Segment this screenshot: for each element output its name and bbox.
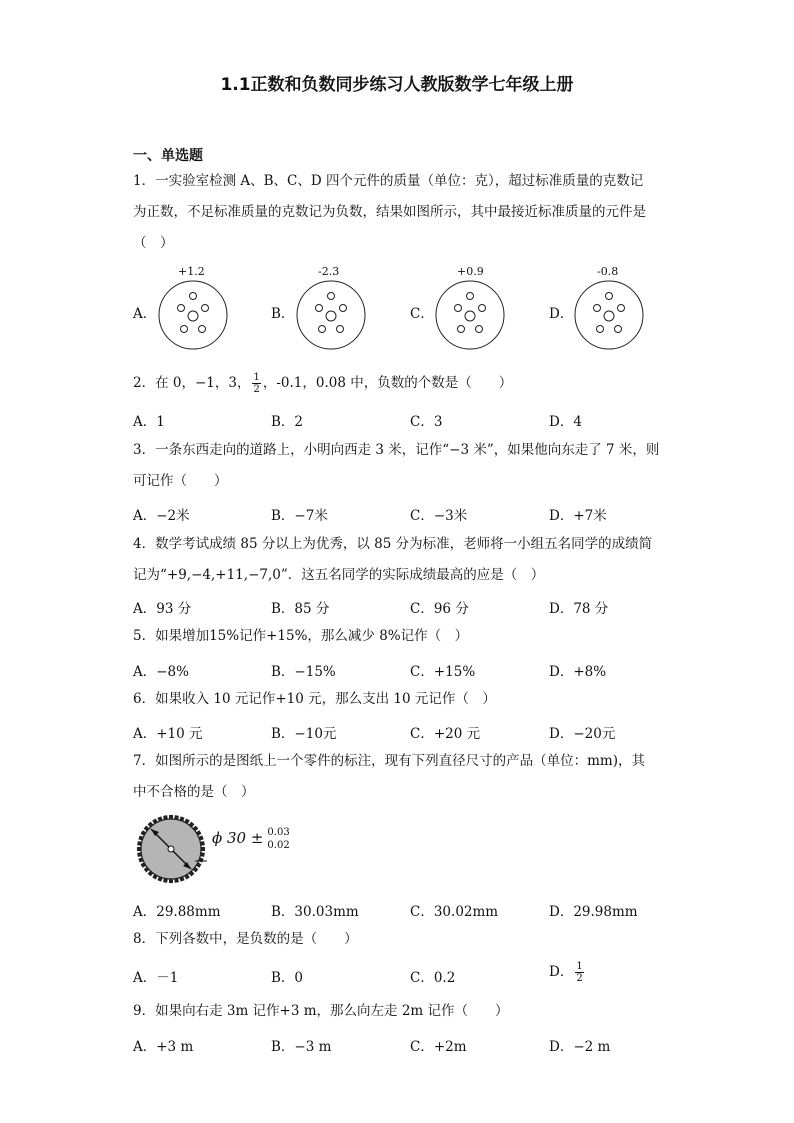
q5-options <box>133 660 693 686</box>
option-c[interactable]: C．96 分 <box>410 601 469 617</box>
option-c[interactable]: C．+20 元 <box>410 726 481 742</box>
question-text: 记为“+9,−4,+11,−7,0”．这五名同学的实际成绩最高的应是（ ） <box>133 567 545 583</box>
q9-options <box>133 1035 693 1061</box>
question-9 <box>133 996 663 1027</box>
weight-label: +1.2 <box>178 265 205 278</box>
question-text: 1．一实验室检测 A、B、C、D 四个元件的质量（单位：克），超过标准质量的克数记 <box>133 173 644 189</box>
option-a[interactable]: A．93 分 <box>133 601 192 617</box>
gear-part-icon <box>135 812 207 884</box>
question-text: 可记作（ ） <box>133 473 228 489</box>
figure-option-d[interactable] <box>549 262 669 357</box>
q7-options <box>133 900 693 926</box>
option-b[interactable]: B．85 分 <box>271 601 330 617</box>
question-8 <box>133 924 663 955</box>
section-heading: 一、单选题 <box>133 148 203 164</box>
fraction: $\frac{1}{2}$ <box>576 961 583 984</box>
figure-option-c[interactable] <box>410 262 530 357</box>
tolerance-annotation <box>212 826 290 852</box>
option-a[interactable]: A．29.88mm <box>133 904 221 920</box>
question-5 <box>133 621 663 652</box>
option-label: B． <box>271 306 295 322</box>
question-text: 8．下列各数中，是负数的是（ ） <box>133 931 358 947</box>
tolerance-main: ϕ 30 ± <box>212 829 264 847</box>
option-a[interactable]: A．+10 元 <box>133 726 203 742</box>
option-b[interactable]: B．30.03mm <box>271 904 359 920</box>
component-disc-icon <box>434 279 506 351</box>
option-c[interactable]: C．0.2 <box>410 970 456 986</box>
weight-label: -2.3 <box>318 265 340 278</box>
q3-options <box>133 504 693 530</box>
question-text: 中不合格的是（ ） <box>133 784 255 800</box>
option-b[interactable]: B．−7米 <box>271 508 328 524</box>
question-3 <box>133 435 663 497</box>
question-text: 为正数，不足标准质量的克数记为负数，结果如图所示，其中最接近标准质量的元件是 <box>133 204 646 220</box>
option-d[interactable]: D．+8% <box>549 664 607 680</box>
question-2 <box>133 368 663 399</box>
question-text: 2．在 0，−1，3， <box>133 375 251 391</box>
q1-figures <box>133 262 693 362</box>
weight-label: +0.9 <box>457 265 484 278</box>
question-text: （ ） <box>133 235 174 251</box>
option-a[interactable]: A．－1 <box>133 970 179 986</box>
option-d[interactable]: D．4 <box>549 414 582 430</box>
component-disc-icon <box>295 279 367 351</box>
q8-options <box>133 961 693 992</box>
option-label: C． <box>410 306 434 322</box>
question-text: 9．如果向右走 3m 记作+3 m，那么向左走 2m 记作（ ） <box>133 1003 509 1019</box>
option-c[interactable]: C．+15% <box>410 664 476 680</box>
option-a[interactable]: A．+3 m <box>133 1039 194 1055</box>
component-disc-icon <box>573 279 645 351</box>
q2-options <box>133 410 693 436</box>
question-6 <box>133 684 663 715</box>
fraction: $\frac{1}{2}$ <box>253 372 260 395</box>
question-text: 6．如果收入 10 元记作+10 元，那么支出 10 元记作（ ） <box>133 691 496 707</box>
option-c[interactable]: C．−3米 <box>410 508 468 524</box>
option-d[interactable]: D．78 分 <box>549 601 609 617</box>
q4-options <box>133 597 693 623</box>
option-d[interactable]: D．29.98mm <box>549 904 638 920</box>
question-7 <box>133 746 663 808</box>
figure-option-a[interactable] <box>133 262 253 357</box>
option-a[interactable]: A．1 <box>133 414 165 430</box>
option-c[interactable]: C．3 <box>410 414 443 430</box>
question-text: 4．数学考试成绩 85 分以上为优秀，以 85 分为标准，老师将一小组五名同学的成绩简 <box>133 536 653 552</box>
option-b[interactable]: B．−15% <box>271 664 336 680</box>
option-d[interactable]: D．−20元 <box>549 726 616 742</box>
option-c[interactable]: C．30.02mm <box>410 904 499 920</box>
option-a[interactable]: A．−8% <box>133 664 189 680</box>
figure-option-b[interactable] <box>271 262 391 357</box>
option-b[interactable]: B．0 <box>271 970 304 986</box>
question-text: ，-0.1，0.08 中，负数的个数是（ ） <box>262 375 513 391</box>
option-d[interactable]: D．−2 m <box>549 1039 611 1055</box>
question-text: 7．如图所示的是图纸上一个零件的标注，现有下列直径尺寸的产品（单位：mm)，其 <box>133 753 645 769</box>
option-label: D． <box>549 306 574 322</box>
page-title: 1.1正数和负数同步练习人教版数学七年级上册 <box>220 75 574 95</box>
q6-options <box>133 722 693 748</box>
question-text: 5．如果增加15%记作+15%，那么减少 8%记作（ ） <box>133 628 469 644</box>
option-d[interactable]: D． $\frac{1}{2}$ <box>549 961 583 984</box>
question-1 <box>133 166 663 259</box>
option-b[interactable]: B．2 <box>271 414 304 430</box>
weight-label: -0.8 <box>597 265 619 278</box>
option-b[interactable]: B．−10元 <box>271 726 337 742</box>
question-4 <box>133 529 663 591</box>
option-label: A． <box>133 306 157 322</box>
tolerance-limits: 0.03 0.02 <box>267 827 290 851</box>
question-text: 3．一条东西走向的道路上，小明向西走 3 米，记作“−3 米”，如果他向东走了 7 米，则 <box>133 442 660 458</box>
option-a[interactable]: A．−2米 <box>133 508 190 524</box>
option-d[interactable]: D．+7米 <box>549 508 607 524</box>
option-c[interactable]: C．+2m <box>410 1039 467 1055</box>
option-b[interactable]: B．−3 m <box>271 1039 332 1055</box>
component-disc-icon <box>157 279 229 351</box>
